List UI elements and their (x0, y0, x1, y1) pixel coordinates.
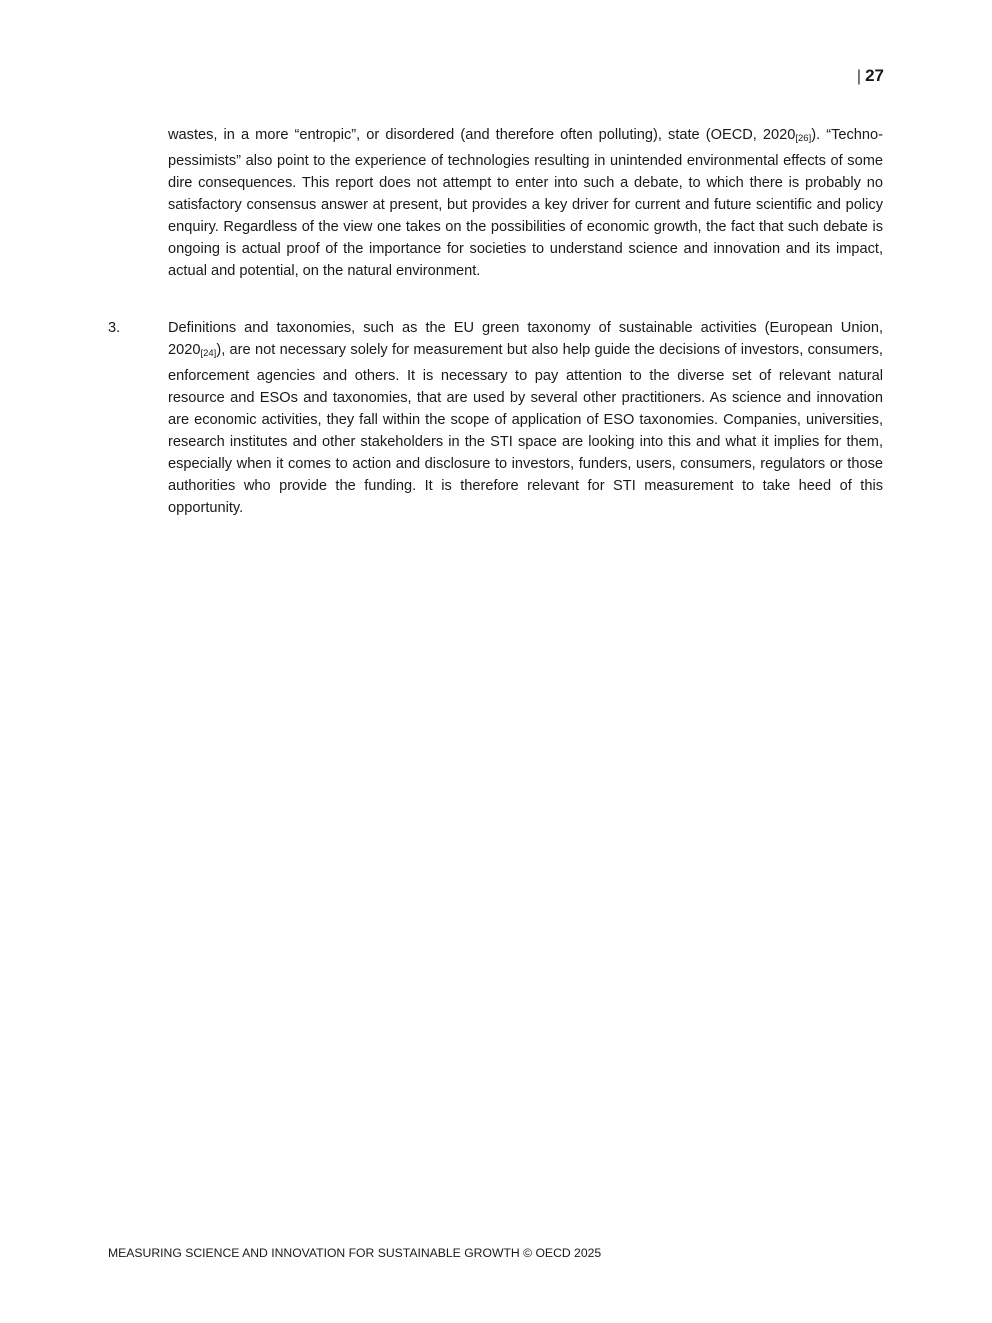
page-number-value: 27 (865, 66, 884, 85)
paragraph-text: wastes, in a more “entropic”, or disordered (and therefore often polluting), state (OECD, 2020 (168, 127, 796, 143)
paragraph-number: 3. (108, 320, 121, 336)
paragraph-3 (168, 317, 883, 519)
citation-link[interactable]: [26] (795, 133, 812, 144)
page-footer: MEASURING SCIENCE AND INNOVATION FOR SUSTAINABLE GROWTH © OECD 2025 (108, 1246, 602, 1260)
paragraph-text: ). “Techno-pessimists” also point to the experience of technologies resulting in unintended environmental effects of some dire consequences. This report does not attempt to enter into such a debate, to which there is probably no satisfactory consensus answer at present, but provides a key driver for current and future scientific and policy enquiry. Regardless of the view one takes on the possibilities of economic growth, the fact that such debate is ongoing is actual proof of the importance for societies to understand science and innovation and its impact, actual and potential, on the natural environment. (168, 127, 884, 279)
page-number (857, 66, 884, 87)
paragraph-text: ), are not necessary solely for measurement but also help guide the decisions of investors, consumers, enforcement agencies and others. It is necessary to pay attention to the diverse set of relevant natural resource and ESOs and taxonomies, that are used by several other practitioners. As science and innovation are economic activities, they fall within the scope of application of ESO taxonomies. Companies, universities, research institutes and other stakeholders in the STI space are looking into this and what it implies for them, especially when it comes to action and disclosure to investors, funders, users, consumers, regulators or those authorities who provide the funding. It is therefore relevant for STI measurement to take heed of this opportunity. (168, 342, 883, 516)
header-separator: | (856, 68, 862, 85)
citation-link[interactable]: [24] (200, 348, 217, 359)
paragraph-continued (168, 124, 883, 282)
paragraph-text: Definitions and taxonomies, such as the EU green taxonomy of sustainable activities (European Union, 2020 (168, 320, 883, 358)
